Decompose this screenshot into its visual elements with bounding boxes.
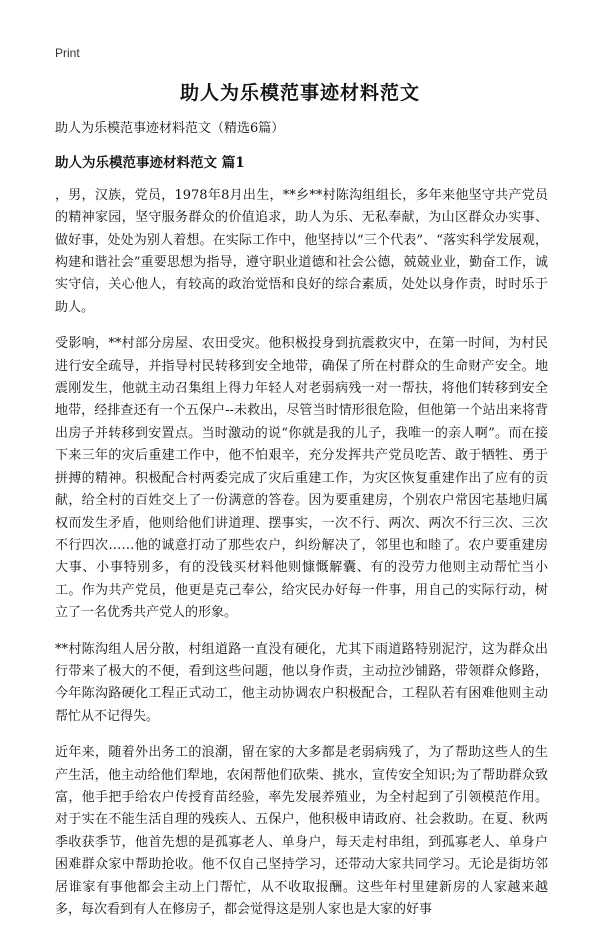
- print-label: Print: [55, 46, 80, 60]
- paragraph-3: **村陈沟组人居分散，村组道路一直没有硬化，尤其下雨道路特别泥泞，这为群众出行带来了极大的不便，看到这些问题，他以身作责，主动拉沙铺路，带领群众修路，今年陈沟路硬化工程正式动工，他主动协调农户积极配合，工程队若有困难他则主动帮忙从不记得失。: [55, 641, 548, 724]
- section-heading: 助人为乐模范事迹材料范文 篇1: [55, 155, 245, 172]
- paragraph-1: ，男，汉族，党员，1978年8月出生，**乡**村陈沟组组长，多年来他坚守共产党员的精神家园，坚守服务群众的价值追求，助人为乐、无私奉献，为山区群众办实事、做好事，处处为别人着想。在实际工作中，他坚持以“三个代表”、“落实科学发展观，构建和谐社会”重要思想为指导，遵守职业道德和社会公德，兢兢业业，勤奋工作，诚实守信，关心他人，有较高的政治觉悟和良好的综合素质，处处以身作责，时时乐于助人。: [55, 187, 548, 315]
- document-title: 助人为乐模范事迹材料范文: [179, 82, 420, 104]
- paragraph-2: 受影响，**村部分房屋、农田受灾。他积极投身到抗震救灾中，在第一时间，为村民进行安全疏导，并指导村民转移到安全地带，确保了所在村群众的生命财产安全。地震刚发生，他就主动召集组上得力年轻人对老弱病残一对一帮扶，将他们转移到安全地带，经排查还有一个五保户--未救出，尽管当时情形很危险，但他第一个站出来将背出房子并转移到安置点。当时激动的说“你就是我的儿子，我唯一的亲人啊”。而在接下来三年的灾后重建工作中，他不怕艰辛，充分发挥共产党员吃苦、敢于牺牲、勇于拼搏的精神。积极配合村两委完成了灾后重建工作，为灾区恢复重建作出了应有的贡献，给全村的百姓交上了一份满意的答卷。因为要重建房，个别农户常因宅基地归属权而发生矛盾，他则给他们讲道理、摆事实，一次不行、两次、两次不行三次、三次不行四次……他的诚意打动了那些农户，纠纷解决了，邻里也和睦了。农户要重建房大事、小事特别多，有的没钱买材料他则慷慨解囊、有的没劳力他则主动帮忙当小工。作为共产党员，他更是克己奉公，给灾民办好每一件事，用自己的实际行动，树立了一名优秀共产党人的形象。: [55, 336, 548, 621]
- document-subtitle: 助人为乐模范事迹材料范文（精选6篇）: [55, 121, 285, 136]
- document-body: [55, 118, 548, 935]
- paragraph-4: 近年来，随着外出务工的浪潮，留在家的大多都是老弱病残了，为了帮助这些人的生产生活，他主动给他们犁地，农闲帮他们砍柴、挑水，宣传安全知识;为了帮助群众致富，他手把手给农户传授育苗经验，率先发展养殖业，为全村起到了引领模范作用。对于实在不能生活自理的残疾人、五保户，他积极申请政府、社会救助。在夏、秋两季收获季节，他首先想的是孤寡老人、单身户，每天走村串组，到孤寡老人、单身户困难群众家中帮助抢收。他不仅自己坚持学习，还带动大家共同学习。无论是街坊邻居谁家有事他都会主动上门帮忙，从不收取报酬。这些年村里建新房的人家越来越多，每次看到有人在修房子，都会觉得这是别人家也是大家的好事: [55, 745, 548, 917]
